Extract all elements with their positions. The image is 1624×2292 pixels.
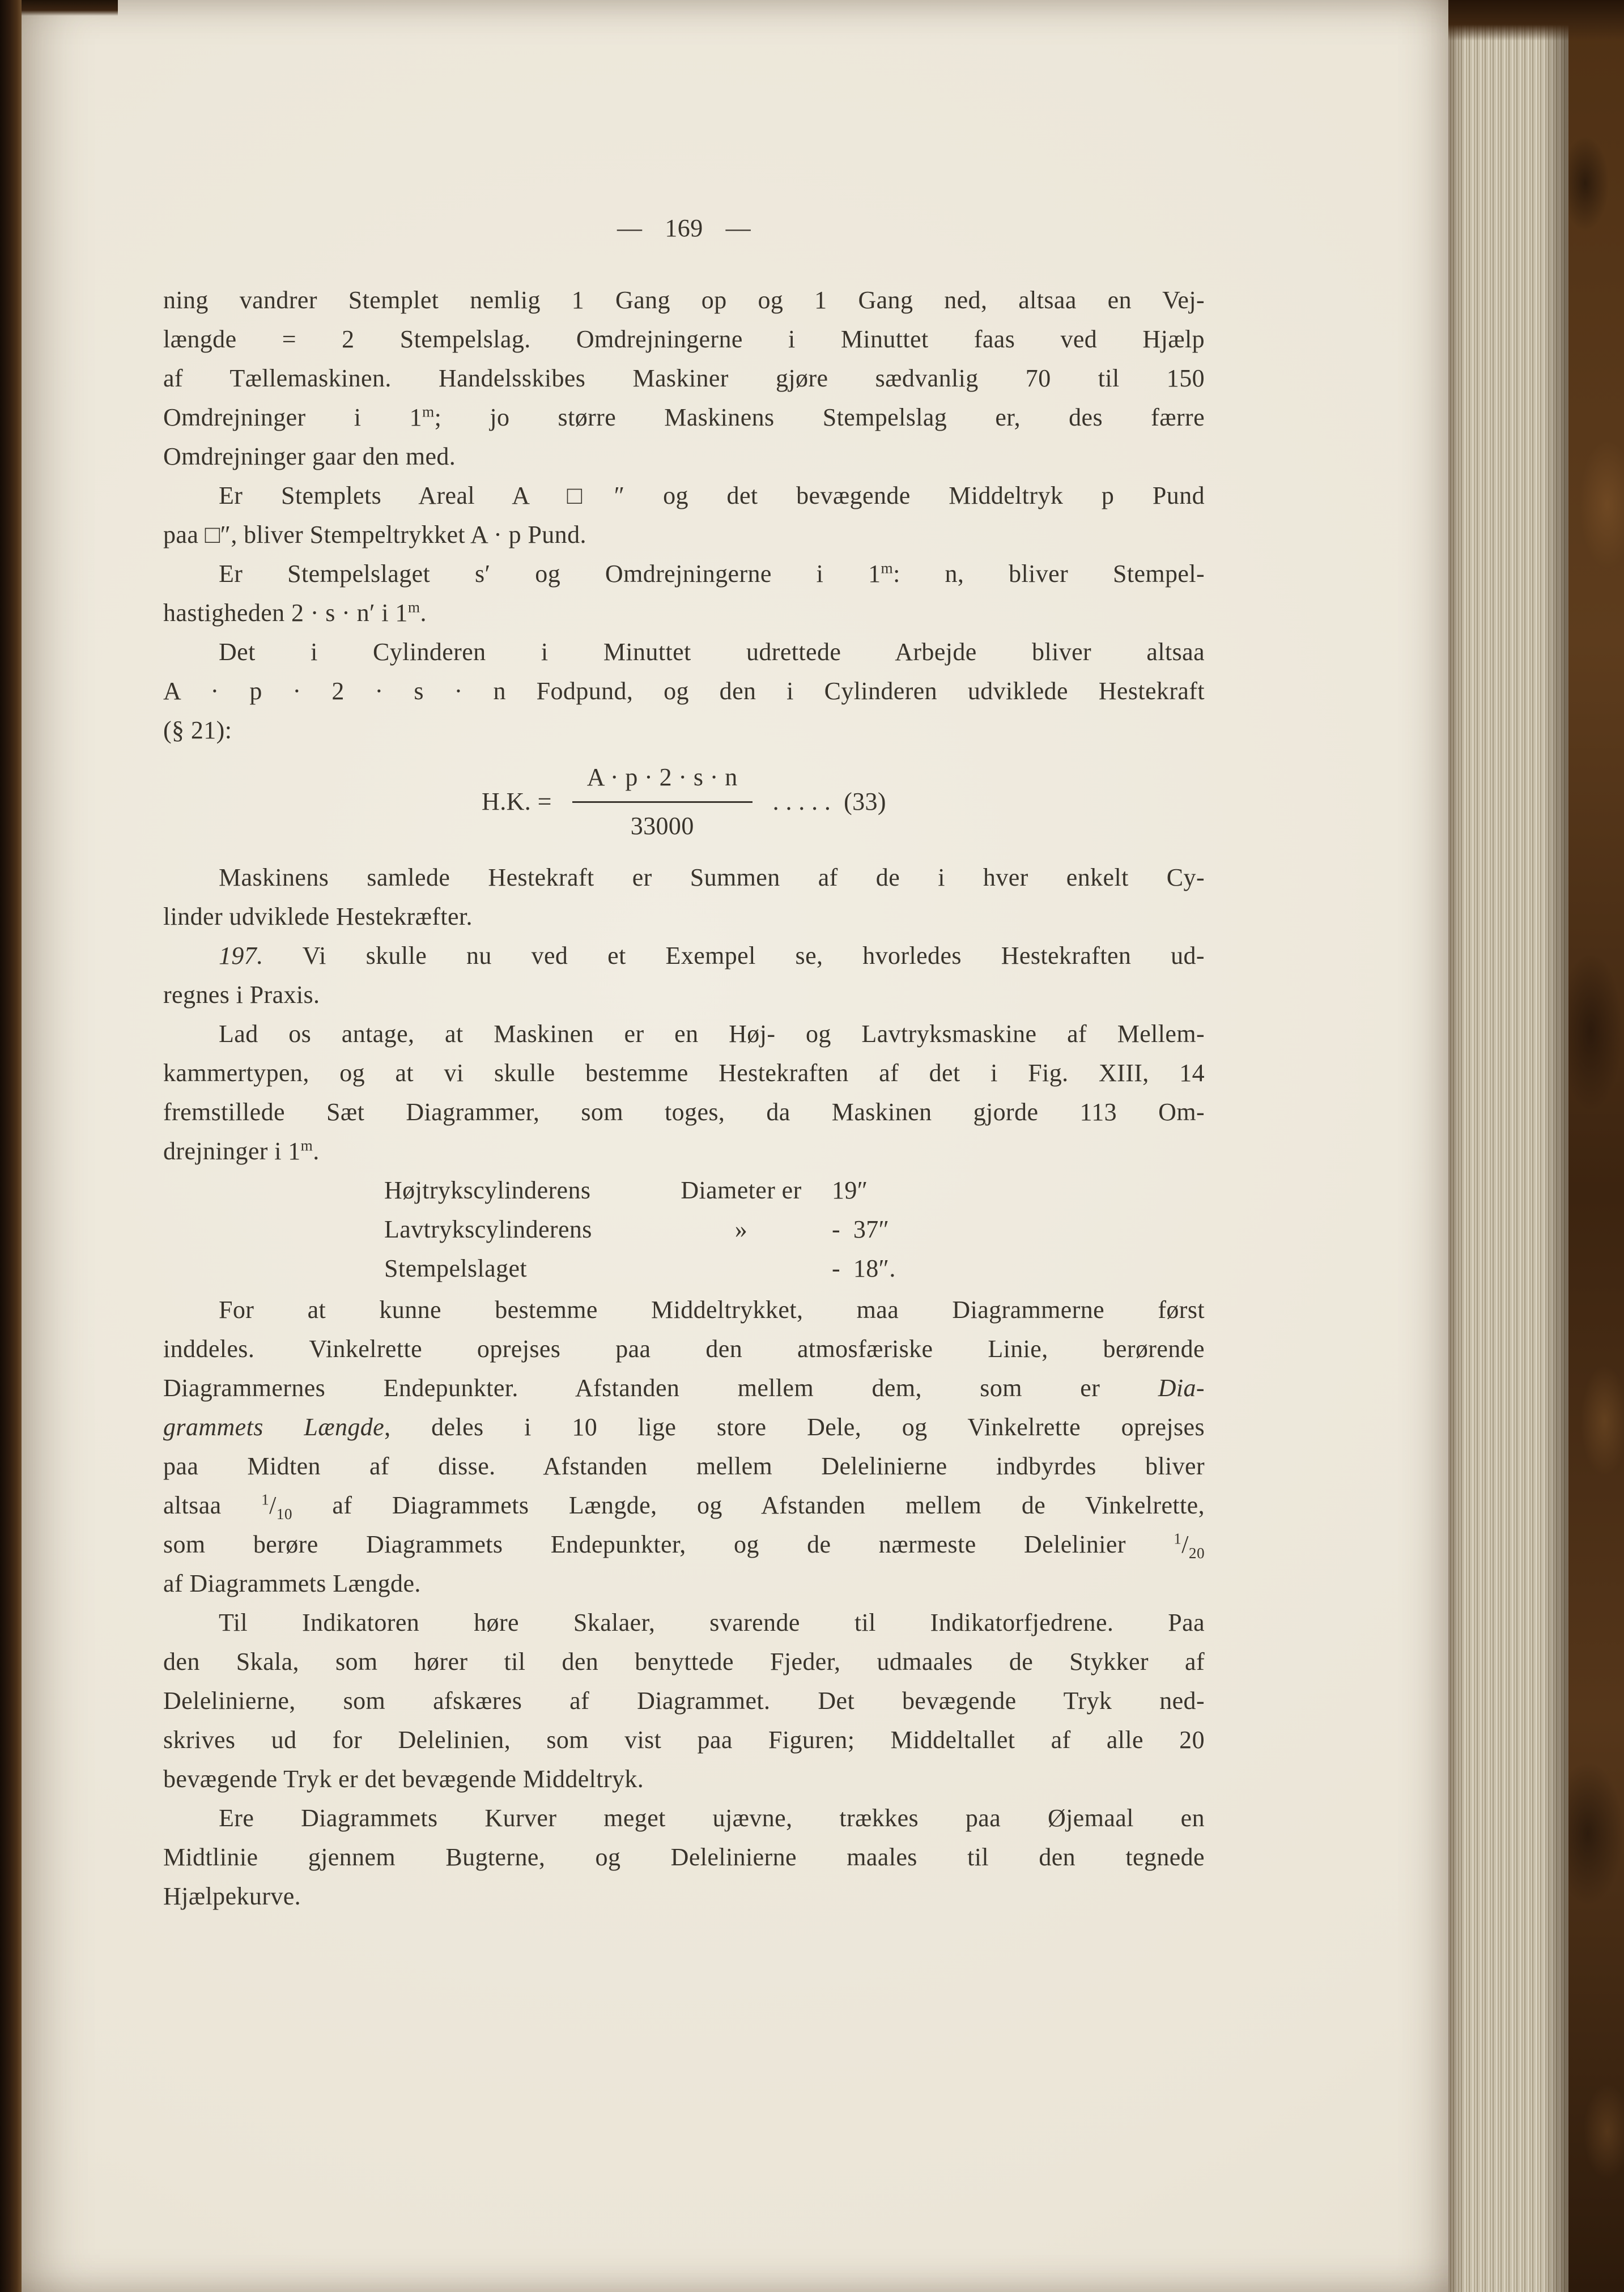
book-spine bbox=[0, 0, 22, 2292]
text-line bbox=[163, 897, 1205, 936]
text-seg: Midtlinie gjennem Bugterne, og Delelinierne maales til den tegnede bbox=[163, 1843, 1205, 1871]
text-line bbox=[163, 1053, 1205, 1092]
text-seg: m bbox=[881, 559, 894, 577]
header-dash-right: — bbox=[725, 214, 751, 242]
paragraph bbox=[163, 632, 1205, 750]
text-seg: For at kunne bestemme Middeltrykket, maa Diagrammerne først bbox=[219, 1296, 1205, 1324]
dimension-row bbox=[384, 1210, 1205, 1249]
text-seg: Til Indikatoren høre Skalaer, svarende til Indikatorfjedrene. Paa bbox=[219, 1609, 1205, 1636]
text-seg: inddeles. Vinkelrette oprejses paa den atmosfæriske Linie, berørende bbox=[163, 1335, 1205, 1363]
text-line bbox=[163, 1838, 1205, 1877]
book-cover bbox=[1568, 0, 1624, 2292]
paragraph bbox=[163, 1798, 1205, 1916]
header-dash-left: — bbox=[617, 214, 643, 242]
dimension-mid: » bbox=[734, 1215, 748, 1243]
dimension-mid: Diameter er bbox=[681, 1176, 802, 1204]
text-line bbox=[163, 437, 1205, 476]
text-seg: grammets Længde bbox=[163, 1413, 385, 1441]
text-line bbox=[163, 711, 1205, 750]
denominator: 33000 bbox=[630, 812, 694, 840]
text-seg: 20 bbox=[1188, 1544, 1205, 1562]
text-seg: m bbox=[300, 1137, 313, 1154]
dimension-mid bbox=[651, 1249, 832, 1288]
dimension-value: 19″ bbox=[832, 1176, 868, 1204]
paragraph bbox=[163, 1603, 1205, 1798]
paragraph bbox=[163, 1290, 1205, 1603]
text-seg: . bbox=[313, 1137, 320, 1165]
text-seg: paa □″, bliver Stempeltrykket A · p Pund. bbox=[163, 521, 586, 548]
dimension-value: - 18″. bbox=[832, 1255, 896, 1282]
text-seg: / bbox=[1181, 1530, 1189, 1558]
text-seg: skrives ud for Delelinien, som vist paa Figuren; Middeltallet af alle 20 bbox=[163, 1726, 1205, 1754]
text-seg: m bbox=[407, 598, 420, 616]
text-line bbox=[163, 671, 1205, 711]
text-seg: regnes i Praxis. bbox=[163, 981, 320, 1009]
formula-lhs: H.K. = bbox=[482, 788, 552, 815]
dimension-value: - 37″ bbox=[832, 1215, 890, 1243]
text-line bbox=[163, 1877, 1205, 1916]
text-line bbox=[163, 975, 1205, 1014]
text-line bbox=[163, 858, 1205, 897]
text-seg: fremstillede Sæt Diagrammer, som toges, da Maskinen gjorde 113 Om- bbox=[163, 1098, 1205, 1126]
cover-corner-top-right bbox=[1448, 0, 1624, 41]
text-seg: af Tællemaskinen. Handelsskibes Maskiner gjøre sædvanlig 70 til 150 bbox=[163, 364, 1205, 392]
text-seg: ; jo større Maskinens Stempelslag er, des færre bbox=[434, 403, 1205, 431]
text-seg: 1 bbox=[261, 1491, 270, 1508]
text-line bbox=[163, 1642, 1205, 1681]
text-seg: A · p · 2 · s · n Fodpund, og den i Cylinderen udviklede Hestekraft bbox=[163, 677, 1205, 705]
page-header bbox=[163, 209, 1205, 248]
page-number: 169 bbox=[665, 214, 703, 242]
text-seg: af Diagrammets Længde, og Afstanden mellem de Vinkelrette, bbox=[292, 1491, 1205, 1519]
text-seg: . bbox=[420, 599, 427, 627]
text-seg: Er Stemplets Areal A □″ og det bevægende Middeltryk p Pund bbox=[219, 482, 1205, 509]
text-seg: Maskinens samlede Hestekraft er Summen af de i hver enkelt Cy- bbox=[219, 864, 1205, 891]
text-seg: Delelinierne, som afskæres af Diagrammet. Det bevægende Tryk ned- bbox=[163, 1687, 1205, 1715]
text-line bbox=[163, 1759, 1205, 1798]
text-line bbox=[163, 320, 1205, 359]
text-line bbox=[163, 1014, 1205, 1053]
fraction bbox=[572, 758, 753, 845]
text-line bbox=[163, 1290, 1205, 1329]
text-seg: Vi skulle nu ved et Exempel se, hvorledes Hestekraften ud- bbox=[263, 942, 1205, 969]
text-seg: 1 bbox=[1174, 1530, 1182, 1547]
text-line bbox=[163, 1407, 1205, 1447]
text-seg: som berøre Diagrammets Endepunkter, og de nærmeste Delelinier bbox=[163, 1530, 1174, 1558]
numerator: A · p · 2 · s · n bbox=[572, 758, 753, 803]
text-line bbox=[163, 593, 1205, 632]
text-line bbox=[163, 1720, 1205, 1759]
text-line bbox=[163, 1132, 1205, 1171]
text-seg: af Diagrammets Længde. bbox=[163, 1570, 421, 1597]
text-seg: ning vandrer Stemplet nemlig 1 Gang op og 1 Gang ned, altsaa en Vej- bbox=[163, 286, 1205, 314]
text-seg: linder udviklede Hestekræfter. bbox=[163, 903, 473, 930]
text-block bbox=[163, 209, 1205, 1916]
text-line bbox=[163, 632, 1205, 671]
text-seg: Omdrejninger i 1 bbox=[163, 403, 422, 431]
text-line bbox=[163, 1525, 1205, 1564]
book-page bbox=[22, 0, 1448, 2292]
text-line bbox=[163, 1564, 1205, 1603]
text-line bbox=[163, 554, 1205, 593]
text-seg: paa Midten af disse. Afstanden mellem Delelinierne indbyrdes bliver bbox=[163, 1452, 1205, 1480]
formula-trailer: . . . . . (33) bbox=[772, 788, 886, 815]
page-edges bbox=[1448, 0, 1568, 2292]
paragraph bbox=[163, 476, 1205, 554]
text-line bbox=[163, 1603, 1205, 1642]
dimension-row bbox=[384, 1171, 1205, 1210]
cover-corner-top-left bbox=[22, 0, 118, 16]
text-line bbox=[163, 515, 1205, 554]
text-line bbox=[163, 359, 1205, 398]
text-line bbox=[163, 1681, 1205, 1720]
text-seg: den Skala, som hører til den benyttede Fjeder, udmaales de Stykker af bbox=[163, 1648, 1205, 1676]
text-seg: Det i Cylinderen i Minuttet udrettede Arbejde bliver altsaa bbox=[219, 638, 1205, 666]
text-line bbox=[163, 936, 1205, 975]
text-seg: Omdrejninger gaar den med. bbox=[163, 443, 456, 470]
paragraph bbox=[163, 280, 1205, 476]
text-seg: bevægende Tryk er det bevægende Middeltryk. bbox=[163, 1765, 644, 1793]
dimension-name: Lavtrykscylinderens bbox=[384, 1215, 592, 1243]
text-line bbox=[163, 398, 1205, 437]
paragraph bbox=[163, 554, 1205, 632]
paragraph bbox=[163, 936, 1205, 1014]
text-seg: længde = 2 Stempelslag. Omdrejningerne i Minuttet faas ved Hjælp bbox=[163, 325, 1205, 353]
text-line bbox=[163, 1798, 1205, 1838]
paragraph bbox=[163, 1014, 1205, 1171]
text-line bbox=[163, 280, 1205, 320]
text-seg: altsaa bbox=[163, 1491, 262, 1519]
text-seg: Hjælpekurve. bbox=[163, 1882, 301, 1910]
text-seg: / bbox=[269, 1491, 277, 1519]
text-seg: Lad os antage, at Maskinen er en Høj- og Lavtryksmaskine af Mellem- bbox=[219, 1020, 1205, 1048]
text-line bbox=[163, 1368, 1205, 1407]
text-line bbox=[163, 1447, 1205, 1486]
text-seg: drejninger i 1 bbox=[163, 1137, 301, 1165]
text-seg: (§ 21): bbox=[163, 716, 232, 744]
text-seg: m bbox=[422, 403, 435, 420]
text-seg: hastigheden 2 · s · n′ i 1 bbox=[163, 599, 408, 627]
formula bbox=[163, 758, 1205, 845]
text-seg: 197. bbox=[219, 942, 263, 969]
text-seg: Dia- bbox=[1158, 1374, 1205, 1402]
text-line bbox=[163, 1486, 1205, 1525]
dimension-name: Højtrykscylinderens bbox=[384, 1176, 591, 1204]
text-line bbox=[163, 1329, 1205, 1368]
dimension-row bbox=[384, 1249, 1205, 1288]
text-seg: Diagrammernes Endepunkter. Afstanden mellem dem, som er bbox=[163, 1374, 1158, 1402]
text-seg: : n, bliver Stempel- bbox=[893, 560, 1205, 588]
text-line bbox=[163, 1092, 1205, 1132]
text-seg: Er Stempelslaget s′ og Omdrejningerne i 1 bbox=[219, 560, 881, 588]
text-seg: , deles i 10 lige store Dele, og Vinkelrette oprejses bbox=[384, 1413, 1205, 1441]
paragraph bbox=[163, 858, 1205, 936]
text-seg: kammertypen, og at vi skulle bestemme Hestekraften af det i Fig. XIII, 14 bbox=[163, 1059, 1205, 1087]
text-seg: 10 bbox=[276, 1505, 292, 1523]
text-seg: Ere Diagrammets Kurver meget ujævne, trækkes paa Øjemaal en bbox=[219, 1804, 1205, 1832]
dimension-name: Stempelslaget bbox=[384, 1255, 528, 1282]
dimension-list bbox=[163, 1171, 1205, 1288]
text-line bbox=[163, 476, 1205, 515]
